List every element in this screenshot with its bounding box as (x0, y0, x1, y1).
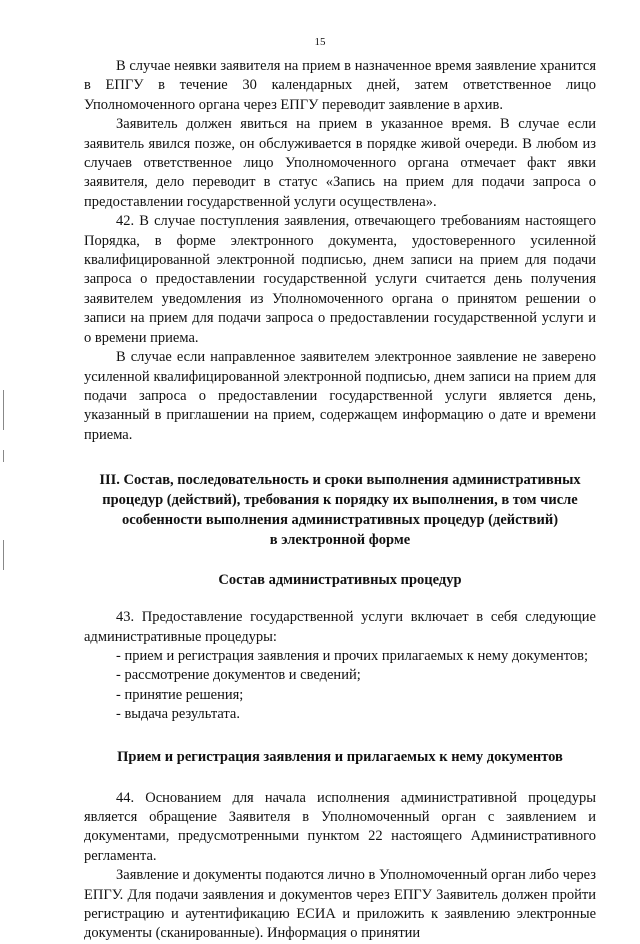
section-title-line: особенности выполнения административных процедур (действий) (121, 512, 559, 529)
paragraph-44: 44. Основанием для начала исполнения административной процедуры является обращение Заявителя в Уполномоченный орган с заявлением и документами, предусмотренными пунктом 22 настоящего Административного регламента. (84, 789, 596, 864)
page-number: 15 (314, 36, 326, 48)
section-title-line: процедур (действий), требования к порядку их выполнения, в том числе (102, 492, 578, 509)
list-item: - рассмотрение документов и сведений; (116, 667, 361, 684)
list-item: - принятие решения; (116, 686, 244, 703)
paragraph-42: 42. В случае поступления заявления, отвечающего требованиям настоящего Порядка, в форме электронного документа, удостоверенного усиленной квалифицированной электронной подписью, днем записи на прием для подачи запроса о предоставлении государственной услуги считается день получения заявителем уведомления из Уполномоченного органа о принятом решении о записи на прием для подачи запроса о предоставлении государственной услуги и о времени приема. (84, 213, 596, 346)
paragraph-arrival: Заявитель должен явиться на прием в указанное время. В случае если заявитель явился позже, он обслуживается в порядке живой очереди. В любом из случаев ответственное лицо Уполномоченного органа отмечает факт явки заявителя, дело переводит в статус «Запись на прием для подачи запроса о предоставлении государственной услуги осуществлена». (84, 116, 596, 210)
paragraph-no-show: В случае неявки заявителя на прием в назначенное время заявление хранится в ЕПГУ в течение 30 календарных дней, затем ответственное лицо Уполномоченного органа через ЕПГУ переводит заявление в архив. (84, 58, 596, 113)
paragraph-unsigned-application: В случае если направленное заявителем электронное заявление не заверено усиленной квалифицированной электронной подписью, днем записи на прием для подачи запроса о предоставлении государственной услуги является день, указанный в приглашении на прием, содержащем информацию о дате и времени приема. (84, 349, 596, 443)
paragraph-43: 43. Предоставление государственной услуги включает в себя следующие административные процедуры: (84, 609, 596, 645)
subsection-title-procedures: Состав административных процедур (218, 572, 462, 589)
list-item: - прием и регистрация заявления и прочих прилагаемых к нему документов; (116, 647, 588, 664)
section-title-line: III. Состав, последовательность и сроки выполнения административных (99, 472, 581, 489)
list-item: - выдача результата. (116, 706, 240, 723)
section-title (84, 470, 596, 550)
subsection-title-reception: Прием и регистрация заявления и прилагаемых к нему документов (117, 748, 563, 765)
section-title-line: в электронной форме (269, 532, 411, 549)
document-body (84, 57, 596, 944)
scan-edge-marks (2, 390, 6, 570)
paragraph-submission: Заявление и документы подаются лично в Уполномоченный орган либо через ЕПГУ. Для подачи заявления и документов через ЕПГУ Заявитель должен пройти регистрацию и аутентификацию ЕСИА и приложить к заявлению электронные документы (сканированные). Информация о принятии (84, 867, 596, 942)
